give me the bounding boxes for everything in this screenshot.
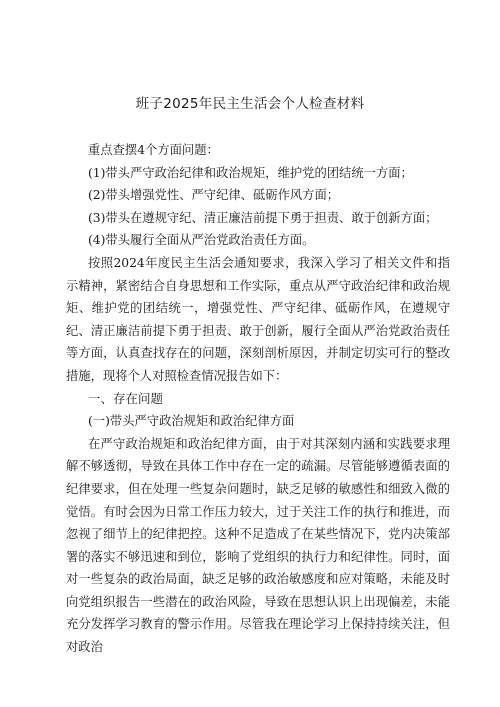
- list-item: (2)带头增强党性、严守纪律、砥砺作风方面；: [88, 188, 340, 203]
- intro-text: 重点查摆4个方面问题：: [88, 143, 219, 157]
- document-body: [66, 139, 450, 659]
- list-item: (4)带头履行全面从严治党政治责任方面。: [88, 233, 315, 248]
- list-item: (1)带头严守政治纪律和政治规矩，维护党的团结统一方面；: [88, 165, 413, 180]
- paragraph: 按照2024年度民主生活会通知要求，我深入学习了相关文件和指示精神，紧密结合自身思想和工作实际，重点从严守政治纪律和政治规矩、维护党的团结统一，增强党性、严守纪律、砥砺作风，在遵规守纪、清正廉洁前提下勇于担责、敢于创新，履行全面从严治党政治责任等方面，认真查找存在的问题，深刻剖析原因，并制定切实可行的整改措施，现将个人对照检查情况报告如下：: [66, 255, 450, 383]
- subsection-heading: (一)带头严守政治规矩和政治纪律方面: [88, 414, 295, 429]
- document-title: 班子2025年民主生活会个人检查材料: [135, 96, 365, 112]
- list-item: (3)带头在遵规守纪、清正廉洁前提下勇于担责、敢于创新方面；: [88, 210, 438, 225]
- paragraph: 在严守政治规矩和政治纪律方面，由于对其深刻内涵和实践要求理解不够透彻，导致在具体工作中存在一定的疏漏。尽管能够遵循表面的纪律要求，但在处理一些复杂问题时，缺乏足够的敏感性和细致入微的觉悟。有时会因为日常工作压力较大，过于关注工作的执行和推进，而忽视了细节上的纪律把控。这种不足造成了在某些情况下，党内决策部署的落实不够迅速和到位，影响了党组织的执行力和纪律性。同时，面对一些复杂的政治局面，缺乏足够的政治敏感度和应对策略，未能及时向党组织报告一些潜在的政治风险，导致在思想认识上出现偏差，未能充分发挥学习教育的警示作用。尽管我在理论学习上保持持续关注，但对政治: [66, 436, 450, 655]
- section-heading: 一、存在问题: [88, 390, 164, 406]
